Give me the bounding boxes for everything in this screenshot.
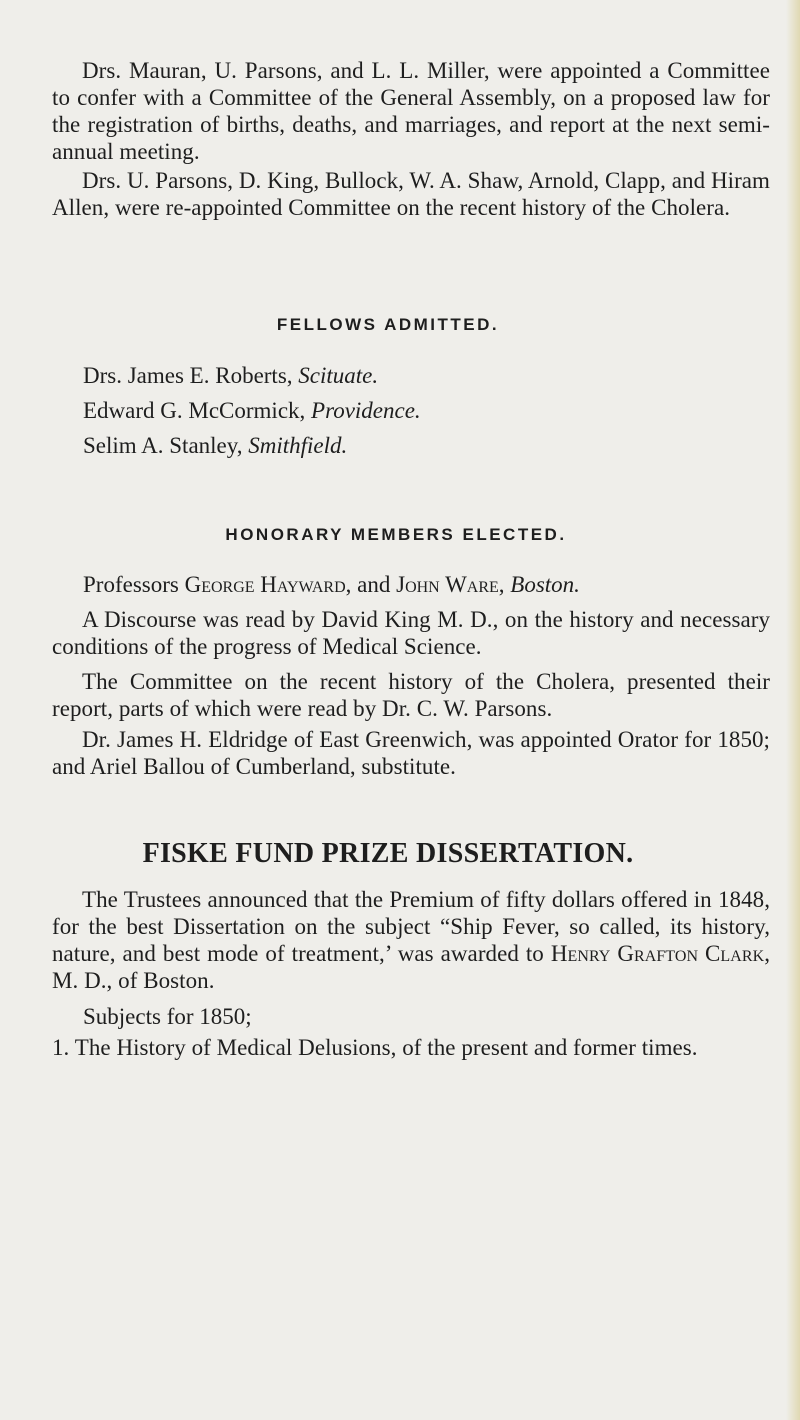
- premium-text: The Trustees announced that the Premium of fifty dollars offered in 1848, for the best Dissertation on the subject “Ship Fever, so called, its history, nature, and best mode of treatment,’ was awarded to: [52, 887, 770, 966]
- fellow-entry: [83, 362, 378, 389]
- fellow-name: Edward G. McCormick,: [83, 398, 312, 423]
- fellow-name: Selim A. Stanley,: [83, 433, 249, 458]
- fellow-entry: [83, 397, 421, 424]
- premium-text-end: , M. D., of Boston.: [52, 941, 770, 993]
- honorary-place: Boston.: [510, 572, 580, 597]
- honorary-name-ware: John Ware: [396, 572, 499, 597]
- paragraph-orator: Dr. James H. Eldridge of East Greenwich, was appointed Orator for 1850; and Ariel Ballou of Cumberland, substitute.: [52, 727, 770, 779]
- page-edge: [786, 0, 800, 1420]
- paragraph-committee-cholera: Drs. U. Parsons, D. King, Bullock, W. A. Shaw, Arnold, Clapp, and Hiram Allen, were re-appointed Committee on the recent history of the Cholera.: [52, 168, 770, 220]
- fellow-place: Smithfield.: [248, 433, 348, 458]
- awardee-name: Henry Grafton Clark: [550, 941, 765, 966]
- subjects-label: Subjects for 1850;: [83, 1004, 252, 1029]
- honorary-members-line: [83, 571, 580, 598]
- heading-fiske-fund: FISKE FUND PRIZE DISSERTATION.: [142, 838, 634, 869]
- honorary-prefix: Professors: [83, 572, 185, 597]
- honorary-comma: ,: [498, 572, 511, 597]
- honorary-name-hayward: George Hayward: [184, 572, 346, 597]
- paragraph-cholera-report: The Committee on the recent history of the Cholera, presented their report, parts of which were read by Dr. C. W. Parsons.: [52, 669, 770, 721]
- fellow-entry: [83, 432, 347, 459]
- paragraph-discourse: A Discourse was read by David King M. D., on the history and necessary conditions of the progress of Medical Science.: [52, 607, 770, 659]
- fellow-name: Drs. James E. Roberts,: [83, 363, 299, 388]
- heading-honorary-members: HONORARY MEMBERS ELECTED.: [225, 525, 567, 544]
- fellow-place: Scituate.: [298, 363, 379, 388]
- heading-fellows-admitted: FELLOWS ADMITTED.: [276, 315, 500, 334]
- honorary-joiner: , and: [345, 572, 397, 597]
- paragraph-trustees-premium: [52, 886, 770, 994]
- fellow-place: Providence.: [311, 398, 421, 423]
- subject-item-1: 1. The History of Medical Delusions, of the present and former times.: [52, 1035, 698, 1060]
- paragraph-committee-registration: Drs. Mauran, U. Parsons, and L. L. Miller, were appointed a Committee to confer with a Committee of the General Assembly, on a proposed law for the registration of births, deaths, and marriages, and report at the next semi-annual meeting.: [52, 58, 770, 164]
